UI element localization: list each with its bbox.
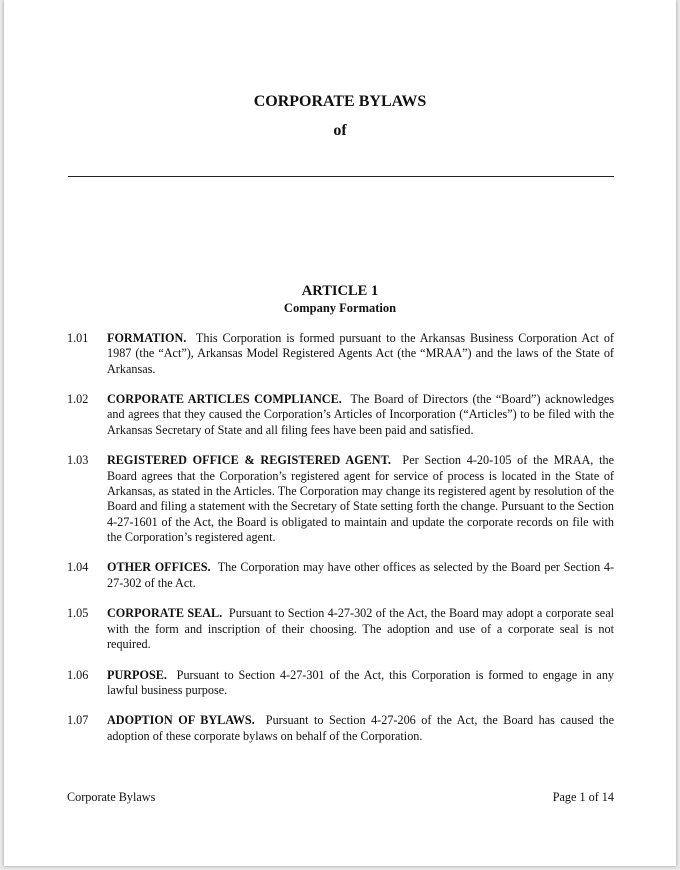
section-1-05 [67, 606, 614, 652]
section-heading: FORMATION. [107, 331, 187, 345]
section-number: 1.07 [67, 713, 89, 728]
section-body [107, 606, 614, 652]
section-body [107, 560, 614, 591]
section-1-03 [67, 453, 614, 545]
section-text: This Corporation is formed pursuant to the Arkansas Business Corporation Act of 1987 (the “Act”), Arkansas Model Registered Agents Act (the “MRAA”) and the laws of the State of Arkansas. [107, 331, 614, 376]
section-heading: REGISTERED OFFICE & REGISTERED AGENT. [107, 453, 391, 468]
section-number: 1.05 [67, 606, 89, 621]
footer-document-name: Corporate Bylaws [67, 790, 156, 804]
section-1-02 [67, 392, 614, 438]
section-text: Pursuant to Section 4-27-301 of the Act, this Corporation is formed to engage in any lawful business purpose. [107, 667, 615, 697]
section-text: Pursuant to Section 4-27-206 of the Act, the Board has caused the adoption of these corporate bylaws on behalf of the Corporation. [107, 713, 614, 743]
section-text: The Board of Directors (the “Board”) acknowledges and agrees that they caused the Corporation’s Articles of Incorporation (“Articles”) to be filed with the Arkansas Secretary of State and all filing fees have been paid and satisfied. [107, 392, 614, 437]
section-body [107, 668, 614, 699]
section-number: 1.06 [67, 667, 89, 682]
section-heading: OTHER OFFICES. [107, 560, 211, 575]
document-page [4, 0, 676, 866]
section-body [107, 713, 614, 744]
section-1-04 [67, 560, 614, 591]
section-number: 1.03 [67, 453, 89, 468]
section-1-01 [67, 331, 614, 377]
section-number: 1.01 [67, 331, 89, 345]
document-title: CORPORATE BYLAWS [253, 93, 427, 110]
section-number: 1.02 [67, 392, 89, 407]
article-sections [67, 331, 614, 759]
footer-page-number: Page 1 of 14 [552, 790, 614, 804]
article-heading: ARTICLE 1 [301, 283, 379, 299]
article-subheading: Company Formation [283, 301, 397, 315]
section-heading: ADOPTION OF BYLAWS. [107, 713, 255, 728]
document-subtitle: of [333, 122, 347, 139]
company-name-blank-line [68, 176, 614, 177]
section-1-07 [67, 713, 614, 744]
section-1-06 [67, 668, 614, 699]
section-heading: PURPOSE. [107, 667, 167, 682]
section-heading: CORPORATE ARTICLES COMPLIANCE. [107, 392, 342, 407]
section-number: 1.04 [67, 560, 89, 575]
section-text: Per Section 4-20-105 of the MRAA, the Board agrees that the Corporation’s registered agent for service of process is located in the State of Arkansas, as stated in the Articles. The Corporation may change its registered agent by resolution of the Board and filing a statement with the Secretary of State setting forth the change. Pursuant to the Section 4-27-1601 of the Act, the Board is obligated to maintain and update the corporate records on file with the Corporation’s registered agent. [107, 453, 615, 544]
section-text: The Corporation may have other offices as selected by the Board per Section 4-27-302 of the Act. [107, 560, 615, 590]
section-body [107, 392, 614, 438]
section-heading: CORPORATE SEAL. [107, 606, 223, 621]
section-body [107, 331, 614, 377]
section-text: Pursuant to Section 4-27-302 of the Act, the Board may adopt a corporate seal with the form and inscription of their choosing. The adoption and use of a corporate seal is not required. [107, 606, 614, 651]
section-body [107, 453, 614, 545]
